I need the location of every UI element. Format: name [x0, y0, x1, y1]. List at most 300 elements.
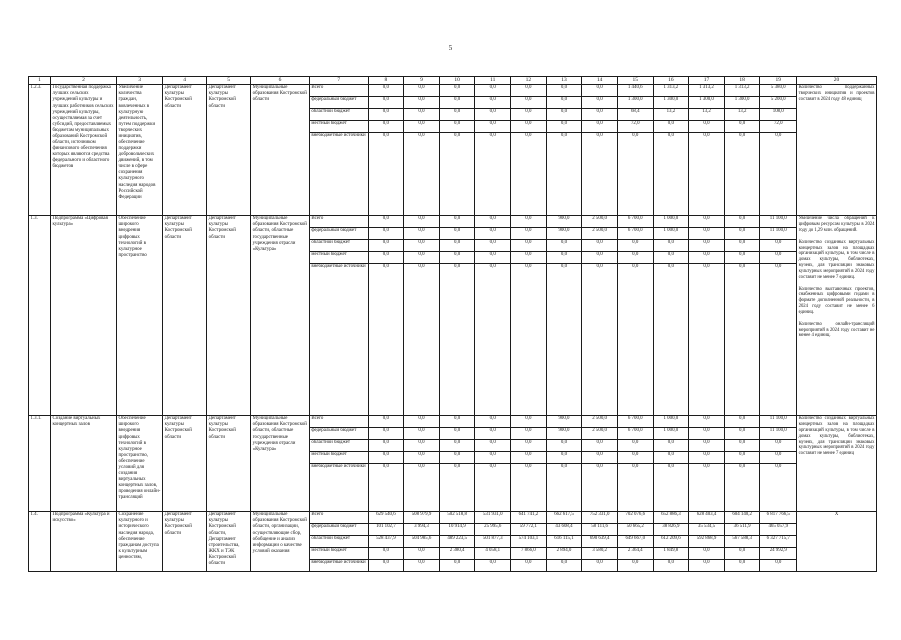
- amount-cell: 1 313,2: [689, 84, 725, 96]
- amount-cell: 2 500,0: [582, 215, 618, 227]
- amount-cell: 0,0: [439, 108, 475, 120]
- amount-cell: 0,0: [368, 427, 404, 439]
- amount-cell: 1 000,0: [653, 215, 689, 227]
- program-goal-cell: Сохранение культурного и исторического наследия народа, обеспечение гражданам доступа к культурным ценностям,: [117, 511, 163, 571]
- amount-cell: 0,0: [475, 108, 511, 120]
- amount-cell: 0,0: [439, 84, 475, 96]
- amount-cell: 0,0: [368, 415, 404, 427]
- amount-cell: 0,0: [724, 215, 760, 227]
- amount-cell: 0,0: [368, 132, 404, 215]
- program-goal-cell: Обеспечение широкого внедрения цифровых технологий в культурное пространство: [117, 215, 163, 415]
- amount-cell: 10 914,9: [439, 523, 475, 535]
- participant-cell: Муниципальные образования Костромской области, областные государственные учреждения отрасли «Культура»: [251, 415, 310, 511]
- amount-cell: 0,0: [582, 439, 618, 451]
- amount-cell: 0,0: [689, 415, 725, 427]
- amount-cell: 0,0: [653, 132, 689, 215]
- amount-cell: 0,0: [653, 120, 689, 132]
- column-number-cell: 6: [251, 77, 310, 85]
- funding-source-cell: федеральный бюджет: [309, 427, 368, 439]
- funding-source-cell: внебюджетные источники: [309, 132, 368, 215]
- amount-cell: 0,0: [653, 463, 689, 511]
- amount-cell: 0,0: [404, 559, 440, 571]
- funding-source-cell: внебюджетные источники: [309, 263, 368, 415]
- amount-cell: 0,0: [404, 547, 440, 559]
- amount-cell: 752 331,0: [582, 511, 618, 523]
- amount-cell: 0,0: [724, 132, 760, 215]
- program-name-cell: Подпрограмма «Культура и искусство»: [51, 511, 117, 571]
- amount-cell: 604 140,2: [724, 511, 760, 523]
- amount-cell: 629 540,6: [368, 511, 404, 523]
- column-number-cell: 15: [617, 77, 653, 85]
- amount-cell: 508 979,9: [404, 511, 440, 523]
- amount-cell: 0,0: [546, 251, 582, 263]
- amount-cell: 0,0: [582, 96, 618, 108]
- amount-cell: 0,0: [760, 132, 797, 215]
- amount-cell: 0,0: [653, 263, 689, 415]
- amount-cell: 0,0: [724, 559, 760, 571]
- amount-cell: 0,0: [582, 84, 618, 96]
- amount-cell: 72,0: [760, 120, 797, 132]
- amount-cell: 0,0: [404, 427, 440, 439]
- amount-cell: 900,0: [546, 427, 582, 439]
- amount-cell: 690 639,4: [582, 535, 618, 547]
- amount-cell: 0,0: [546, 463, 582, 511]
- amount-cell: 0,0: [511, 108, 547, 120]
- amount-cell: 1 849,8: [653, 547, 689, 559]
- amount-cell: 0,0: [439, 451, 475, 463]
- expected-result-cell: [797, 511, 877, 571]
- amount-cell: 0,0: [368, 120, 404, 132]
- amount-cell: 7 866,0: [511, 547, 547, 559]
- amount-cell: 0,0: [404, 239, 440, 251]
- amount-cell: 2 500,0: [582, 227, 618, 239]
- amount-cell: 35 534,5: [689, 523, 725, 535]
- program-goal-cell: Обеспечение широкого внедрения цифровых технологий в культурное пространство, обеспечение условий для создания виртуальных концертных залов, проведения онлайн-трансляций: [117, 415, 163, 511]
- funding-source-cell: федеральный бюджет: [309, 227, 368, 239]
- column-number-cell: 7: [309, 77, 368, 85]
- amount-cell: 0,0: [368, 547, 404, 559]
- participant-cell: Муниципальные образования Костромской области, областные государственные учреждения отрасли «Культура»: [251, 215, 310, 415]
- amount-cell: 0,0: [368, 463, 404, 511]
- amount-cell: 25 995,6: [475, 523, 511, 535]
- program-name-cell: Подпрограмма «Цифровая культура»: [51, 215, 117, 415]
- participant-cell: Муниципальные образования Костромской области, организации, осуществляющие сбор, обобщение и анализ информации о качестве условий оказания: [251, 511, 310, 571]
- amount-cell: 0,0: [439, 415, 475, 427]
- amount-cell: 0,0: [653, 559, 689, 571]
- amount-cell: 0,0: [689, 463, 725, 511]
- expected-result-text: Количество онлайн-трансляций мероприятий в 2024 году составит не менее 4 единиц.: [798, 321, 875, 339]
- funding-source-cell: Всего: [309, 415, 368, 427]
- column-number-cell: 13: [546, 77, 582, 85]
- amount-cell: 0,0: [439, 439, 475, 451]
- amount-cell: 1 300,0: [653, 96, 689, 108]
- amount-cell: 0,0: [724, 263, 760, 415]
- amount-cell: 0,0: [582, 120, 618, 132]
- amount-cell: 0,0: [404, 251, 440, 263]
- amount-cell: 1 000,0: [653, 415, 689, 427]
- program-name-cell: Создание виртуальных концертных залов: [51, 415, 117, 511]
- funding-source-cell: областной бюджет: [309, 439, 368, 451]
- participant-cell: Муниципальные образования Костромской области: [251, 84, 310, 215]
- amount-cell: 641 741,2: [511, 511, 547, 523]
- amount-cell: 0,0: [653, 451, 689, 463]
- amount-cell: 0,0: [475, 415, 511, 427]
- amount-cell: 0,0: [760, 263, 797, 415]
- amount-cell: 0,0: [404, 451, 440, 463]
- amount-cell: 0,0: [475, 439, 511, 451]
- amount-cell: 0,0: [511, 415, 547, 427]
- funding-source-cell: федеральный бюджет: [309, 96, 368, 108]
- column-number-cell: 14: [582, 77, 618, 85]
- funding-source-cell: местный бюджет: [309, 547, 368, 559]
- amount-cell: 0,0: [653, 251, 689, 263]
- responsible-cell: Департамент культуры Костромской области: [163, 511, 207, 571]
- amount-cell: 0,0: [546, 263, 582, 415]
- amount-cell: 0,0: [439, 132, 475, 215]
- amount-cell: 0,0: [653, 239, 689, 251]
- amount-cell: 0,0: [404, 215, 440, 227]
- amount-cell: 0,0: [724, 227, 760, 239]
- program-id-cell: 1.4.: [29, 511, 51, 571]
- amount-cell: 0,0: [582, 251, 618, 263]
- amount-cell: 0,0: [582, 451, 618, 463]
- amount-cell: 1 440,6: [617, 84, 653, 96]
- amount-cell: 0,0: [475, 427, 511, 439]
- amount-cell: 0,0: [582, 559, 618, 571]
- amount-cell: 612 209,6: [653, 535, 689, 547]
- amount-cell: 0,0: [582, 263, 618, 415]
- amount-cell: 0,0: [368, 451, 404, 463]
- budget-table: [28, 76, 877, 572]
- amount-cell: 11 100,0: [760, 415, 797, 427]
- budget-row: [29, 84, 877, 96]
- column-number-cell: 10: [439, 77, 475, 85]
- amount-cell: 0,0: [475, 251, 511, 263]
- amount-cell: 0,0: [368, 263, 404, 415]
- expected-result-text: X: [834, 512, 839, 518]
- expected-result-cell: [797, 415, 877, 511]
- executor-cell: Департамент культуры Костромской области: [207, 415, 251, 511]
- amount-cell: 1 300,0: [724, 96, 760, 108]
- executor-cell: Департамент культуры Костромской области: [207, 215, 251, 415]
- amount-cell: 0,0: [475, 227, 511, 239]
- column-number-cell: 1: [29, 77, 51, 85]
- amount-cell: 649 667,0: [617, 535, 653, 547]
- amount-cell: 0,0: [582, 463, 618, 511]
- amount-cell: 2 894,0: [546, 547, 582, 559]
- program-name-cell: Государственная поддержка лучших сельских учреждений культуры и лучших работников сельских учреждений культуры, осуществляемая за счет субсидий, предоставляемых бюджетам муниципальных образований Костромской области, источником финансового обеспечения которых являются средства федерального и областного бюджетов: [51, 84, 117, 215]
- expected-result-text: Количество выставочных проектов, снабженных цифровыми гидами в формате дополненной реальности, в 2024 году составит не менее 6 единиц.: [798, 286, 875, 315]
- amount-cell: 0,0: [724, 239, 760, 251]
- amount-cell: 574 103,1: [511, 535, 547, 547]
- amount-cell: 0,0: [546, 96, 582, 108]
- amount-cell: 900,0: [546, 215, 582, 227]
- amount-cell: 0,0: [724, 439, 760, 451]
- amount-cell: 0,0: [546, 120, 582, 132]
- column-number-cell: 5: [207, 77, 251, 85]
- amount-cell: 0,0: [368, 215, 404, 227]
- amount-cell: 24 992,9: [760, 547, 797, 559]
- column-number-cell: 20: [797, 77, 877, 85]
- amount-cell: 662 617,5: [546, 511, 582, 523]
- amount-cell: 1 000,0: [653, 427, 689, 439]
- executor-cell: Департамент культуры Костромской области, Департамент строительства, ЖКХ и ТЭК Костромской области: [207, 511, 251, 571]
- expected-result-cell: [797, 84, 877, 215]
- amount-cell: 0,0: [760, 239, 797, 251]
- column-number-cell: 8: [368, 77, 404, 85]
- amount-cell: 531 931,0: [475, 511, 511, 523]
- amount-cell: 0,0: [439, 263, 475, 415]
- amount-cell: 0,0: [689, 263, 725, 415]
- funding-source-cell: Всего: [309, 215, 368, 227]
- amount-cell: 0,0: [511, 132, 547, 215]
- amount-cell: 0,0: [689, 439, 725, 451]
- amount-cell: 13,2: [724, 108, 760, 120]
- amount-cell: 0,0: [724, 415, 760, 427]
- executor-cell: Департамент культуры Костромской области: [207, 84, 251, 215]
- amount-cell: 900,0: [546, 415, 582, 427]
- amount-cell: 504 985,6: [404, 535, 440, 547]
- funding-source-cell: федеральный бюджет: [309, 523, 368, 535]
- column-number-cell: 3: [117, 77, 163, 85]
- amount-cell: 0,0: [439, 463, 475, 511]
- amount-cell: 0,0: [404, 96, 440, 108]
- amount-cell: 0,0: [617, 263, 653, 415]
- column-number-cell: 4: [163, 77, 207, 85]
- amount-cell: 0,0: [404, 132, 440, 215]
- amount-cell: 13,2: [653, 108, 689, 120]
- amount-cell: 0,0: [689, 427, 725, 439]
- amount-cell: 0,0: [511, 451, 547, 463]
- amount-cell: 0,0: [760, 451, 797, 463]
- amount-cell: 0,0: [511, 239, 547, 251]
- amount-cell: 489 223,5: [439, 535, 475, 547]
- amount-cell: 0,0: [617, 132, 653, 215]
- amount-cell: 628 403,4: [689, 511, 725, 523]
- amount-cell: 0,0: [511, 96, 547, 108]
- amount-cell: 0,0: [404, 227, 440, 239]
- amount-cell: 0,0: [475, 559, 511, 571]
- program-id-cell: 1.3.1.: [29, 415, 51, 511]
- amount-cell: 0,0: [404, 463, 440, 511]
- amount-cell: 0,0: [404, 84, 440, 96]
- amount-cell: 0,0: [724, 251, 760, 263]
- amount-cell: 38 826,9: [653, 523, 689, 535]
- amount-cell: 0,0: [368, 227, 404, 239]
- amount-cell: 0,0: [689, 239, 725, 251]
- column-number-row: [29, 77, 877, 85]
- amount-cell: 0,0: [404, 108, 440, 120]
- amount-cell: 0,0: [404, 120, 440, 132]
- amount-cell: 0,0: [689, 227, 725, 239]
- amount-cell: 0,0: [689, 215, 725, 227]
- amount-cell: 0,0: [439, 215, 475, 227]
- amount-cell: 2 364,4: [617, 547, 653, 559]
- amount-cell: 0,0: [689, 251, 725, 263]
- amount-cell: 0,0: [617, 439, 653, 451]
- amount-cell: 0,0: [760, 463, 797, 511]
- amount-cell: 567 588,3: [724, 535, 760, 547]
- amount-cell: 0,0: [439, 559, 475, 571]
- amount-cell: 0,0: [368, 108, 404, 120]
- amount-cell: 1 000,0: [653, 227, 689, 239]
- amount-cell: 616 115,1: [546, 535, 582, 547]
- amount-cell: 59 772,1: [511, 523, 547, 535]
- amount-cell: 72,0: [617, 120, 653, 132]
- amount-cell: 0,0: [439, 227, 475, 239]
- program-goal-cell: Увеличение количества граждан, вовлеченных в культурную деятельность, путем поддержки творческих инициатив, обеспечение поддержки добровольческих движений, в том числе в сфере сохранения культурного наследия народов Российской Федерации: [117, 84, 163, 215]
- amount-cell: 0,0: [368, 251, 404, 263]
- expected-result-text: Количество созданных виртуальных концертных залов на площадках организаций культуры, в том числе в домах культуры, библиотеках, музеях, для трансляции знаковых культурных мероприятий в 2024 году составит не менее 7 единиц.: [798, 239, 875, 280]
- expected-result-text: Количество созданных виртуальных концертных залов на площадках организаций культуры, в том числе в домах культуры, библиотеках, музеях, для трансляции знаковых культурных мероприятий в 2024 году составит не менее 7 единиц: [798, 416, 875, 457]
- amount-cell: 58 111,6: [582, 523, 618, 535]
- funding-source-cell: местный бюджет: [309, 120, 368, 132]
- amount-cell: 0,0: [368, 239, 404, 251]
- amount-cell: 2 500,0: [582, 415, 618, 427]
- amount-cell: 0,0: [475, 263, 511, 415]
- budget-row: [29, 511, 877, 523]
- amount-cell: 702 076,6: [617, 511, 653, 523]
- amount-cell: 0,0: [546, 108, 582, 120]
- amount-cell: 1 313,2: [653, 84, 689, 96]
- responsible-cell: Департамент культуры Костромской области: [163, 415, 207, 511]
- amount-cell: 502 518,8: [439, 511, 475, 523]
- amount-cell: 0,0: [617, 239, 653, 251]
- amount-cell: 0,0: [511, 120, 547, 132]
- amount-cell: 5 200,0: [760, 96, 797, 108]
- amount-cell: 6 327 715,7: [760, 535, 797, 547]
- amount-cell: 0,0: [617, 451, 653, 463]
- amount-cell: 0,0: [724, 463, 760, 511]
- amount-cell: 652 886,3: [653, 511, 689, 523]
- amount-cell: 0,0: [475, 451, 511, 463]
- column-number-cell: 9: [404, 77, 440, 85]
- amount-cell: 0,0: [404, 415, 440, 427]
- amount-cell: 0,0: [475, 120, 511, 132]
- amount-cell: 0,0: [439, 239, 475, 251]
- amount-cell: 0,0: [511, 251, 547, 263]
- funding-source-cell: областной бюджет: [309, 239, 368, 251]
- amount-cell: 0,0: [404, 263, 440, 415]
- amount-cell: 900,0: [546, 227, 582, 239]
- amount-cell: 13,2: [689, 108, 725, 120]
- amount-cell: 0,0: [546, 132, 582, 215]
- amount-cell: 0,0: [689, 559, 725, 571]
- amount-cell: 11 100,0: [760, 227, 797, 239]
- amount-cell: 0,0: [475, 84, 511, 96]
- column-number-cell: 17: [689, 77, 725, 85]
- amount-cell: 0,0: [511, 215, 547, 227]
- amount-cell: 1 300,0: [689, 96, 725, 108]
- amount-cell: 0,0: [582, 132, 618, 215]
- amount-cell: 101 102,7: [368, 523, 404, 535]
- amount-cell: 0,0: [511, 263, 547, 415]
- page-number: 5: [448, 44, 453, 52]
- amount-cell: 0,0: [475, 463, 511, 511]
- amount-cell: 2 380,4: [439, 547, 475, 559]
- amount-cell: 0,0: [689, 132, 725, 215]
- program-id-cell: 1.2.3.: [29, 84, 51, 215]
- amount-cell: 0,0: [546, 84, 582, 96]
- program-id-cell: 1.3.: [29, 215, 51, 415]
- amount-cell: 0,0: [582, 239, 618, 251]
- amount-cell: 6 817 766,5: [760, 511, 797, 523]
- responsible-cell: Департамент культуры Костромской области: [163, 215, 207, 415]
- funding-source-cell: внебюджетные источники: [309, 559, 368, 571]
- amount-cell: 0,0: [546, 451, 582, 463]
- amount-cell: 0,0: [439, 96, 475, 108]
- amount-cell: 6 700,0: [617, 427, 653, 439]
- amount-cell: 465 057,9: [760, 523, 797, 535]
- funding-source-cell: областной бюджет: [309, 535, 368, 547]
- amount-cell: 0,0: [368, 96, 404, 108]
- amount-cell: 3 994,3: [404, 523, 440, 535]
- column-number-cell: 18: [724, 77, 760, 85]
- amount-cell: 3 580,2: [582, 547, 618, 559]
- amount-cell: 0,0: [546, 439, 582, 451]
- amount-cell: 0,0: [724, 120, 760, 132]
- amount-cell: 11 100,0: [760, 215, 797, 227]
- amount-cell: 0,0: [368, 439, 404, 451]
- amount-cell: 0,0: [511, 227, 547, 239]
- amount-cell: 0,0: [439, 251, 475, 263]
- amount-cell: 36 511,9: [724, 523, 760, 535]
- amount-cell: 592 868,9: [689, 535, 725, 547]
- amount-cell: 5 380,0: [760, 84, 797, 96]
- amount-cell: 501 877,3: [475, 535, 511, 547]
- amount-cell: 0,0: [760, 251, 797, 263]
- amount-cell: 43 608,4: [546, 523, 582, 535]
- amount-cell: 0,0: [617, 559, 653, 571]
- amount-cell: 0,0: [439, 120, 475, 132]
- amount-cell: 0,0: [475, 96, 511, 108]
- amount-cell: 6 700,0: [617, 215, 653, 227]
- amount-cell: 0,0: [689, 451, 725, 463]
- budget-row: [29, 415, 877, 427]
- amount-cell: 0,0: [546, 559, 582, 571]
- amount-cell: 0,0: [475, 239, 511, 251]
- amount-cell: 0,0: [511, 463, 547, 511]
- amount-cell: 0,0: [511, 559, 547, 571]
- column-number-cell: 12: [511, 77, 547, 85]
- amount-cell: 0,0: [724, 547, 760, 559]
- amount-cell: 0,0: [724, 451, 760, 463]
- amount-cell: 0,0: [546, 239, 582, 251]
- amount-cell: 11 100,0: [760, 427, 797, 439]
- expected-result-cell: [797, 215, 877, 415]
- amount-cell: 4 058,1: [475, 547, 511, 559]
- amount-cell: 68,4: [617, 108, 653, 120]
- amount-cell: 0,0: [617, 463, 653, 511]
- funding-source-cell: местный бюджет: [309, 251, 368, 263]
- amount-cell: 0,0: [475, 215, 511, 227]
- column-number-cell: 2: [51, 77, 117, 85]
- funding-source-cell: областной бюджет: [309, 108, 368, 120]
- amount-cell: 6 700,0: [617, 227, 653, 239]
- amount-cell: 6 700,0: [617, 415, 653, 427]
- amount-cell: 0,0: [368, 84, 404, 96]
- amount-cell: 2 500,0: [582, 427, 618, 439]
- amount-cell: 0,0: [511, 84, 547, 96]
- amount-cell: 1 300,0: [617, 96, 653, 108]
- expected-result-text: Увеличение числа обращений к цифровым ресурсам культуры в 2024 году до 1,29 млн. обращений.: [798, 216, 875, 233]
- amount-cell: 0,0: [368, 559, 404, 571]
- amount-cell: 0,0: [653, 439, 689, 451]
- amount-cell: 0,0: [689, 120, 725, 132]
- amount-cell: 0,0: [760, 439, 797, 451]
- budget-row: [29, 215, 877, 227]
- amount-cell: 0,0: [582, 108, 618, 120]
